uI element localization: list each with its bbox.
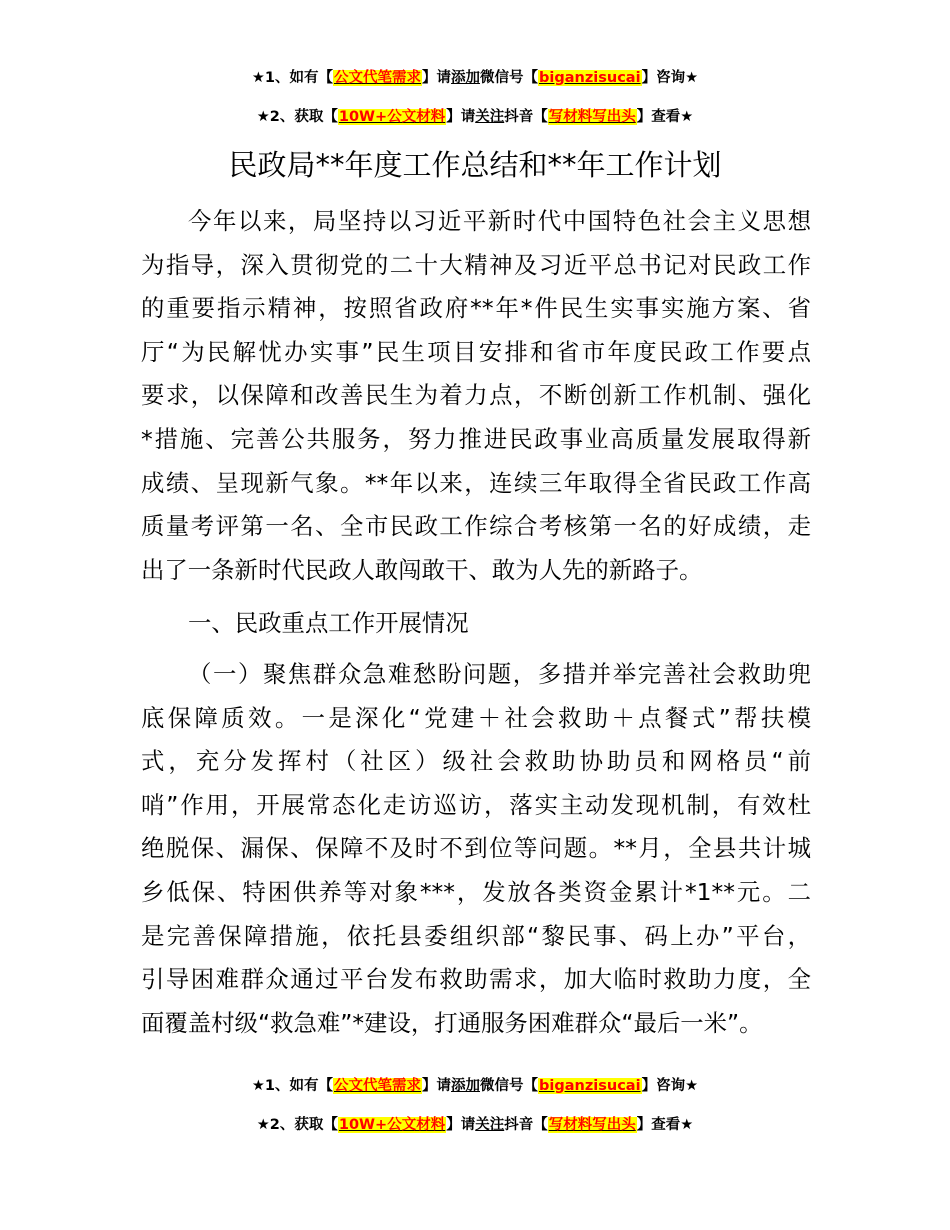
- paragraph-line: 面覆盖村级“救急难”*建设，打通服务困难群众“最后一米”。: [141, 1008, 763, 1037]
- paragraph-line: 为指导，深入贯彻党的二十大精神及习近平总书记对民政工作: [141, 250, 811, 279]
- top-banner-line-1: ★1、如有【公文代笔需求】请添加微信号【biganzisucai】咨询★: [251, 70, 699, 86]
- intro-paragraph: [141, 200, 811, 592]
- paragraph-line: 成绩、呈现新气象。**年以来，连续三年取得全省民政工作高: [141, 468, 811, 497]
- paragraph-line: 绝脱保、漏保、保障不及时不到位等问题。**月，全县共计城: [141, 834, 811, 863]
- paragraph-line: 要求，以保障和改善民生为着力点，不断创新工作机制、强化: [141, 381, 811, 410]
- paragraph-line: 引导困难群众通过平台发布救助需求，加大临时救助力度，全: [141, 965, 811, 994]
- paragraph-line: 厅“为民解忧办实事”民生项目安排和省市年度民政工作要点: [141, 337, 811, 366]
- banner-highlight-service: 公文代笔需求: [334, 70, 422, 86]
- paragraph-line: 式，充分发挥村（社区）级社会救助协助员和网格员“前: [141, 747, 811, 776]
- banner-highlight-service: 公文代笔需求: [334, 1078, 422, 1094]
- paragraph-line: （一）聚焦群众急难愁盼问题，多措并举完善社会救助兜: [188, 660, 811, 688]
- paragraph-line: 哨”作用，开展常态化走访巡访，落实主动发现机制，有效杜: [141, 790, 811, 819]
- paragraph-line: *措施、完善公共服务，努力推进民政事业高质量发展取得新: [141, 424, 811, 453]
- paragraph-line: 乡低保、特困供养等对象***，发放各类资金累计*1**元。二: [141, 877, 811, 906]
- bottom-banner-line-2: ★2、获取【10W+公文材料】请关注抖音【写材料写出头】查看★: [256, 1117, 694, 1133]
- banner-highlight-douyin: 写材料写出头: [548, 109, 636, 125]
- top-banner-line-2: ★2、获取【10W+公文材料】请关注抖音【写材料写出头】查看★: [256, 109, 694, 125]
- document-title: 民政局**年度工作总结和**年工作计划: [228, 148, 722, 182]
- paragraph-line: 的重要指示精神，按照省政府**年*件民生实事实施方案、省: [141, 294, 811, 323]
- section-paragraph: [141, 653, 811, 1045]
- banner-highlight-wechat: biganzisucai: [539, 70, 641, 86]
- banner-highlight-douyin: 写材料写出头: [548, 1117, 636, 1133]
- paragraph-line: 底保障质效。一是深化“党建＋社会救助＋点餐式”帮扶模: [141, 703, 811, 732]
- paragraph-line: 质量考评第一名、全市民政工作综合考核第一名的好成绩，走: [141, 512, 811, 541]
- banner-highlight-materials: 10W+公文材料: [338, 109, 446, 125]
- bottom-banner-line-1: ★1、如有【公文代笔需求】请添加微信号【biganzisucai】咨询★: [251, 1078, 699, 1094]
- banner-highlight-materials: 10W+公文材料: [338, 1117, 446, 1133]
- paragraph-line: 是完善保障措施，依托县委组织部“黎民事、码上办”平台，: [141, 921, 811, 950]
- banner-highlight-wechat: biganzisucai: [539, 1078, 641, 1094]
- section-heading: 一、民政重点工作开展情况: [188, 609, 469, 637]
- paragraph-line: 出了一条新时代民政人敢闯敢干、敢为人先的新路子。: [141, 555, 703, 584]
- paragraph-line: 今年以来，局坚持以习近平新时代中国特色社会主义思想: [188, 207, 811, 235]
